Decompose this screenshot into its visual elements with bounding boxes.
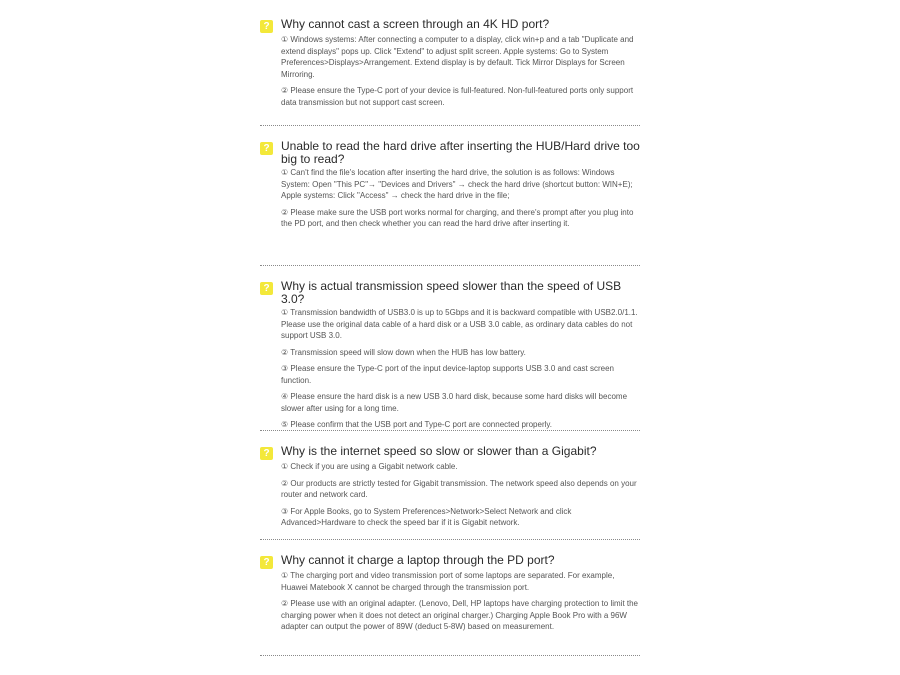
answer-item: ① The charging port and video transmission port of some laptops are separated. For example, Huawei Matebook X cannot be charged through the transmission port.: [281, 571, 615, 592]
faq-answer: [281, 570, 640, 633]
answer-item: ② Please ensure the Type-C port of your device is full-featured. Non-full-featured ports only support data transmission but not support cast screen.: [281, 86, 634, 107]
answer-item: ② Our products are strictly tested for Gigabit transmission. The network speed also depends on your router and network card.: [281, 478, 637, 499]
answer-item: ④ Please ensure the hard disk is a new USB 3.0 hard disk, because some hard disks will become slower after using for a long time.: [281, 392, 628, 413]
faq-question: Why cannot cast a screen through an 4K HD port?: [281, 17, 550, 31]
question-row: [260, 554, 640, 567]
dotted-divider: [260, 125, 640, 126]
question-mark-icon: ?: [260, 20, 273, 33]
dotted-divider: [260, 430, 640, 431]
faq-section-hard-drive: [260, 140, 640, 235]
question-mark-icon: ?: [260, 282, 273, 295]
faq-answer: [281, 34, 640, 108]
answer-item: ① Transmission bandwidth of USB3.0 is up to 5Gbps and it is backward compatible with USB2.0/1.1. Please use the original data cable of a hard disk or a USB 3.0 cable, as ordinary data cables do not support USB 3.0.: [281, 308, 638, 340]
faq-section-cast-screen: [260, 18, 640, 113]
faq-question: Unable to read the hard drive after inserting the HUB/Hard drive too big to read?: [281, 139, 640, 166]
faq-question: Why is actual transmission speed slower than the speed of USB 3.0?: [281, 279, 622, 306]
question-mark-icon: ?: [260, 142, 273, 155]
question-row: [260, 280, 640, 306]
faq-answer: [281, 307, 640, 431]
answer-item: ③ For Apple Books, go to System Preferences>Network>Select Network and click Advanced>Hardware to check the speed bar if it is Gigabit network.: [281, 506, 572, 527]
dotted-divider: [260, 265, 640, 266]
dotted-divider: [260, 655, 640, 656]
faq-question: Why cannot it charge a laptop through the PD port?: [281, 553, 555, 567]
faq-answer: [281, 167, 640, 230]
answer-item: ① Can't find the file's location after inserting the hard drive, the solution is as follows: Windows System: Open "This PC"→ "Devices and Drivers" → check the hard drive (shortcut button: WIN+E); Apple systems: Click "Access" → check the hard drive in the file;: [281, 168, 633, 200]
answer-item: ① Windows systems: After connecting a computer to a display, click win+p and a tab "Duplicate and extend displays" pops up. Click "Extend" to adjust split screen. Apple systems: Go to System Preferences>Displays>Arrangement. Extend display is by default. Tick Mirror Displays for Screen Mirroring.: [281, 35, 634, 79]
faq-answer: [281, 461, 640, 529]
answer-item: ② Transmission speed will slow down when the HUB has low battery.: [281, 347, 526, 357]
dotted-divider: [260, 539, 640, 540]
answer-item: ② Please use with an original adapter. (Lenovo, Dell, HP laptops have charging protection to limit the charging power when it does not detect an original charger.) Charging Apple Book Pro with a 96W adapter can output the power of 89W (deduct 5-8W) based on measurement.: [281, 599, 639, 631]
question-mark-icon: ?: [260, 556, 273, 569]
faq-section-usb-speed: [260, 280, 640, 436]
answer-item: ⑤ Please confirm that the USB port and Type-C port are connected properly.: [281, 420, 553, 429]
answer-item: ③ Please ensure the Type-C port of the input device-laptop supports USB 3.0 and cast screen function.: [281, 364, 614, 385]
faq-section-internet-speed: [260, 445, 640, 534]
answer-item: ① Check if you are using a Gigabit network cable.: [281, 462, 458, 471]
faq-section-pd-charging: [260, 554, 640, 638]
question-row: [260, 140, 640, 166]
answer-item: ② Please make sure the USB port works normal for charging, and there's prompt after you plug into the PD port, and then check whether you can read the hard drive after inserting it.: [281, 207, 634, 228]
question-row: [260, 445, 640, 458]
faq-question: Why is the internet speed so slow or slower than a Gigabit?: [281, 444, 597, 458]
question-mark-icon: ?: [260, 447, 273, 460]
question-row: [260, 18, 640, 31]
